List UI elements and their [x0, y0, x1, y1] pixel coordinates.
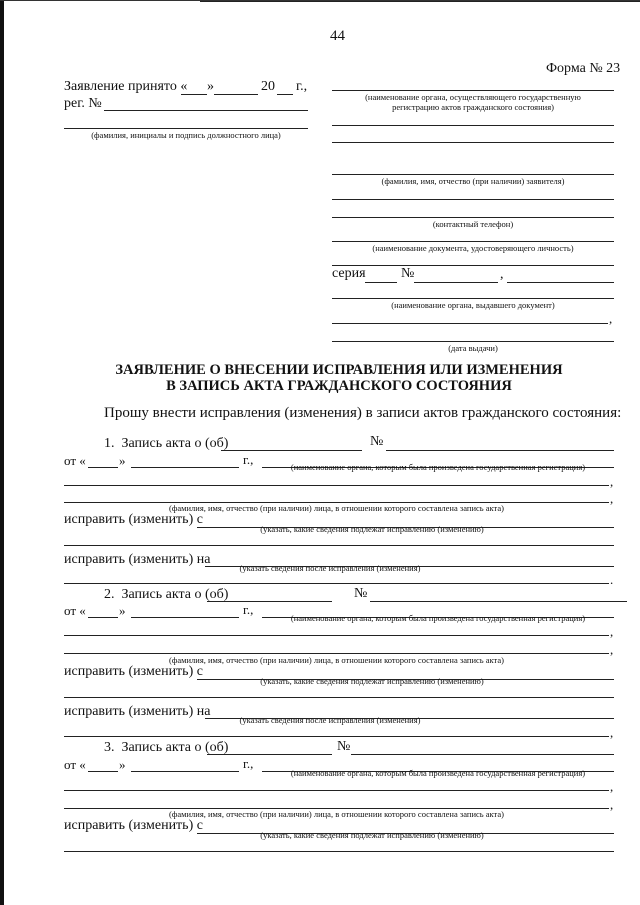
record-1-year-label: г.,: [243, 452, 254, 467]
record-1-quote-close: »: [119, 453, 126, 468]
registry-authority-field-3[interactable]: [332, 128, 614, 143]
record-2-day-field[interactable]: [88, 603, 118, 618]
record-1-registrar-field-2[interactable]: [64, 471, 609, 486]
accepted-day-field[interactable]: [181, 80, 207, 95]
record-3-number-label: №: [337, 739, 351, 754]
record-1-registrar-caption: (наименование органа, которым была произведена государственная регистрация): [290, 462, 586, 472]
reg-number-field[interactable]: [104, 96, 308, 111]
record-2-number-label: №: [354, 586, 368, 601]
record-3-year-label: г.,: [243, 756, 254, 771]
accepted-year-prefix: 20: [261, 79, 275, 94]
phone-caption: (контактный телефон): [432, 219, 514, 229]
record-1-person-field[interactable]: [64, 488, 609, 503]
record-1-number-field[interactable]: [386, 436, 614, 451]
request-text: Прошу внести исправления (изменения) в записи актов гражданского состояния:: [104, 405, 622, 421]
record-2-registrar-field-2[interactable]: [64, 621, 609, 636]
record-2-correct-from-caption: (указать, какие сведения подлежат исправлению (изменению): [260, 676, 484, 686]
record-1-person-caption: (фамилия, имя, отчество (при наличии) лица, в отношении которого составлена запись акта): [169, 503, 504, 513]
form-number-label: Форма № 23: [546, 61, 621, 76]
record-1-type-field[interactable]: [221, 436, 362, 451]
registry-authority-field-2[interactable]: [332, 111, 614, 126]
record-3-from-label: от «: [64, 757, 86, 772]
record-1-date-field[interactable]: [131, 453, 239, 468]
record-1-label: 1. Запись акта о (об): [104, 436, 229, 451]
record-2-comma-2: ,: [610, 642, 614, 657]
record-1-day-field[interactable]: [88, 453, 118, 468]
record-1-correct-to-caption: (указать сведения после исправления (изменения): [239, 563, 421, 573]
record-3-person-field[interactable]: [64, 794, 609, 809]
official-signature-field[interactable]: [64, 114, 308, 129]
doc-number-label: №: [401, 266, 415, 281]
applicant-name-caption: (фамилия, имя, отчество (при наличии) заявителя): [381, 176, 565, 186]
record-3-number-field[interactable]: [351, 740, 614, 755]
accepted-quote-close: »: [207, 79, 214, 94]
record-2-correct-to-caption: (указать сведения после исправления (изменения): [239, 715, 421, 725]
doc-number-field[interactable]: [414, 268, 498, 283]
record-3-person-caption: (фамилия, имя, отчество (при наличии) лица, в отношении которого составлена запись акта): [169, 809, 504, 819]
record-3-registrar-field-2[interactable]: [64, 776, 609, 791]
reg-number-label: рег. №: [64, 96, 102, 111]
page-number: 44: [330, 28, 345, 44]
record-2-from-label: от «: [64, 603, 86, 618]
record-2-correct-from-field-2[interactable]: [64, 683, 614, 698]
issuer-field-2[interactable]: [332, 309, 608, 324]
doc-number-comma: ,: [500, 267, 504, 282]
record-2-year-label: г.,: [243, 602, 254, 617]
record-1-comma-1: ,: [610, 474, 614, 489]
record-2-quote-close: »: [119, 603, 126, 618]
accepted-year-suffix: г.,: [296, 79, 308, 94]
record-1-number-label: №: [370, 434, 384, 449]
record-3-date-field[interactable]: [131, 757, 239, 772]
phone-field[interactable]: [332, 203, 614, 218]
record-2-correct-to-label: исправить (изменить) на: [64, 704, 211, 719]
series-label: серия: [332, 266, 366, 281]
official-signature-caption: (фамилия, инициалы и подпись должностного лица): [91, 130, 281, 140]
record-2-person-field[interactable]: [64, 639, 609, 654]
accepted-label: Заявление принято «: [64, 79, 188, 94]
record-2-correct-to-field-2[interactable]: [64, 722, 609, 737]
record-2-date-field[interactable]: [131, 603, 239, 618]
record-1-correct-from-field-2[interactable]: [64, 531, 614, 546]
accepted-month-field[interactable]: [214, 80, 258, 95]
record-3-comma-1: ,: [610, 779, 614, 794]
registry-authority-caption: (наименование органа, осуществляющего государственную регистрацию актов гражданского состояния): [365, 92, 581, 112]
record-2-registrar-caption: (наименование органа, которым была произведена государственная регистрация): [290, 613, 586, 623]
issuer-caption: (наименование органа, выдавшего документ): [391, 300, 555, 310]
record-2-type-field[interactable]: [207, 587, 332, 602]
record-2-comma-1: ,: [610, 624, 614, 639]
record-3-correct-from-caption: (указать, какие сведения подлежат исправлению (изменению): [260, 830, 484, 840]
record-2-label: 2. Запись акта о (об): [104, 587, 229, 602]
accepted-year-field[interactable]: [277, 80, 293, 95]
page-border-top-inner: [200, 1, 640, 2]
record-1-correct-to-field-2[interactable]: [64, 569, 609, 584]
record-3-correct-from-label: исправить (изменить) с: [64, 818, 203, 833]
record-2-correct-from-label: исправить (изменить) с: [64, 664, 203, 679]
record-1-comma-2: ,: [610, 491, 614, 506]
record-2-comma-3: ,: [610, 725, 614, 740]
applicant-name-field-2[interactable]: [332, 185, 614, 200]
record-3-correct-from-field-2[interactable]: [64, 837, 614, 852]
applicant-name-field[interactable]: [332, 160, 614, 175]
id-document-field[interactable]: [332, 227, 614, 242]
record-3-registrar-caption: (наименование органа, которым была произведена государственная регистрация): [290, 768, 586, 778]
record-1-correct-from-label: исправить (изменить) с: [64, 512, 203, 527]
issuer-field[interactable]: [332, 284, 614, 299]
issue-date-field[interactable]: [332, 327, 614, 342]
record-3-label: 3. Запись акта о (об): [104, 740, 229, 755]
record-3-quote-close: »: [119, 757, 126, 772]
record-2-number-field[interactable]: [370, 587, 627, 602]
record-1-from-label: от «: [64, 453, 86, 468]
record-3-type-field[interactable]: [207, 740, 332, 755]
issue-date-caption: (дата выдачи): [448, 343, 498, 353]
issuer-comma: ,: [609, 311, 613, 326]
page-border-left: [0, 0, 4, 905]
record-1-correct-to-label: исправить (изменить) на: [64, 552, 211, 567]
id-document-field-2[interactable]: [332, 251, 614, 266]
record-2-person-caption: (фамилия, имя, отчество (при наличии) лица, в отношении которого составлена запись акта): [169, 655, 504, 665]
series-field[interactable]: [365, 268, 397, 283]
registry-authority-field[interactable]: [332, 76, 614, 91]
record-1-correct-from-caption: (указать, какие сведения подлежат исправлению (изменению): [260, 524, 484, 534]
record-3-comma-2: ,: [610, 797, 614, 812]
doc-extra-field[interactable]: [507, 268, 614, 283]
document-title: ЗАЯВЛЕНИЕ О ВНЕСЕНИИ ИСПРАВЛЕНИЯ ИЛИ ИЗМЕНЕНИЯ В ЗАПИСЬ АКТА ГРАЖДАНСКОГО СОСТОЯНИЯ: [115, 362, 563, 394]
record-1-period: .: [610, 572, 614, 587]
record-3-day-field[interactable]: [88, 757, 118, 772]
id-document-caption: (наименование документа, удостоверяющего личность): [372, 243, 574, 253]
